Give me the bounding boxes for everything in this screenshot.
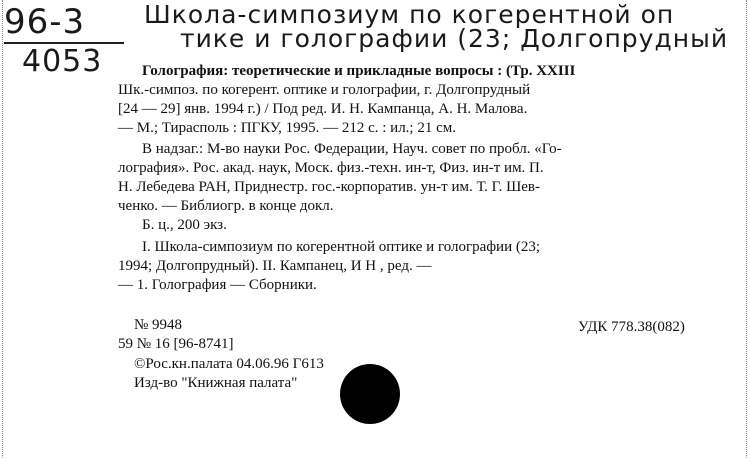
entry-line4: — М.; Тирасполь : ПГКУ, 1995. — 212 с. : ил.; 21 см. bbox=[118, 120, 456, 136]
handwritten-code: 96-3 bbox=[4, 2, 86, 42]
entry-line2: Шк.-симпоз. по когерент. оптике и голографии, г. Долгопрудный bbox=[118, 82, 531, 98]
handwritten-title-line2: тике и голографии (23; Долгопрудный bbox=[180, 24, 729, 53]
ink-blot bbox=[340, 364, 400, 424]
entry-line11: 1994; Долгопрудный). II. Кампанец, И Н , ред. — bbox=[118, 258, 432, 274]
card-right-edge bbox=[746, 0, 748, 458]
entry-line10: I. Школа-симпозиум по когерентной оптике и голографии (23; bbox=[142, 239, 541, 255]
handwritten-title-line1: Школа-симпозиум по когерентной оп bbox=[144, 0, 675, 29]
footer-publisher: Изд-во "Книжная палата" bbox=[134, 375, 298, 391]
footer-udk: УДК 778.38(082) bbox=[578, 319, 685, 335]
entry-line6: лография». Рос. акад. наук, Моск. физ.-техн. ин-т, Физ. ин-т им. П. bbox=[118, 160, 544, 176]
entry-line7: Н. Лебедева РАН, Приднестр. гос.-корпоратив. ун-т им. Т. Г. Шев- bbox=[118, 179, 540, 195]
entry-line8: ченко. — Библиогр. в конце докл. bbox=[118, 198, 334, 214]
entry-line12: — 1. Голография — Сборники. bbox=[118, 277, 317, 293]
footer-num1: № 9948 bbox=[134, 317, 183, 333]
handwritten-number: 4053 bbox=[22, 44, 103, 79]
entry-line1: Голография: теоретические и прикладные вопросы : (Тр. XXIII bbox=[142, 63, 576, 79]
entry-line3: [24 — 29] янв. 1994 г.) / Под ред. И. Н. Кампанца, А. Н. Малова. bbox=[118, 101, 528, 117]
footer-num2: 59 № 16 [96-8741] bbox=[118, 336, 234, 352]
card-left-edge bbox=[2, 0, 4, 458]
footer-palata: ©Рос.кн.палата 04.06.96 Г613 bbox=[134, 356, 324, 372]
entry-line5: В надзаг.: М-во науки Рос. Федерации, Науч. совет по пробл. «Го- bbox=[142, 141, 562, 157]
entry-line9: Б. ц., 200 экз. bbox=[142, 217, 227, 233]
